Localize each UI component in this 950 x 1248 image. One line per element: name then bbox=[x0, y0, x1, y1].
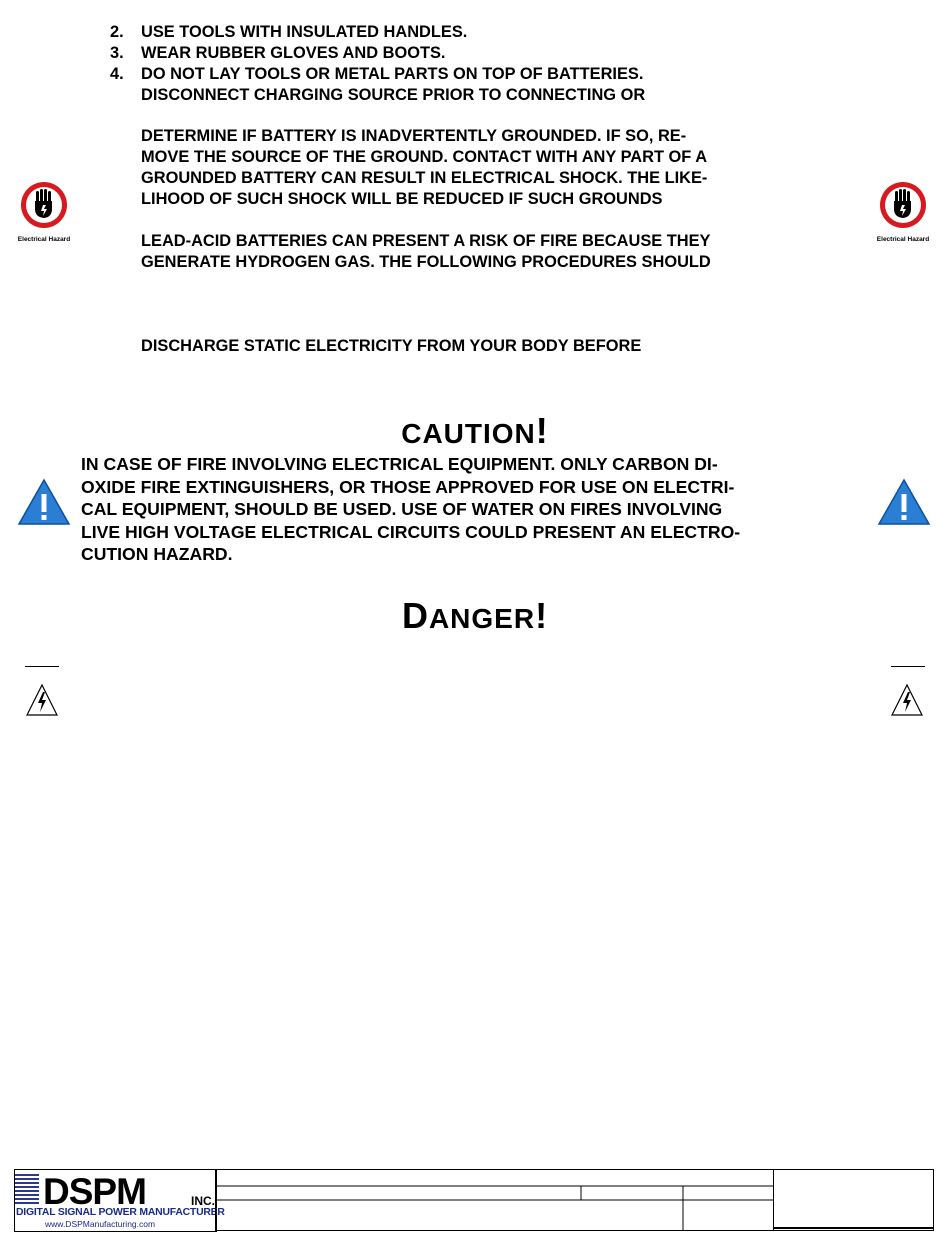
warning-triangle-icon bbox=[877, 478, 931, 526]
danger-heading bbox=[0, 595, 950, 637]
caution-heading bbox=[0, 410, 950, 452]
static-paragraph bbox=[141, 336, 641, 357]
electrical-hazard-hand-icon bbox=[16, 179, 72, 231]
logo-url: www.DSPManufacturing.com bbox=[45, 1219, 156, 1229]
list-item bbox=[110, 22, 467, 43]
warning-triangle-icon bbox=[17, 478, 71, 526]
list-text: WEAR RUBBER GLOVES AND BOOTS. bbox=[141, 44, 446, 62]
divider bbox=[891, 666, 925, 667]
caution-mark: ! bbox=[535, 410, 549, 451]
title-block-grid bbox=[215, 1169, 934, 1231]
company-logo bbox=[14, 1169, 225, 1232]
list-number: 4. bbox=[110, 65, 124, 83]
caution-line: IN CASE OF FIRE INVOLVING ELECTRICAL EQUIPMENT. ONLY CARBON DI- bbox=[81, 454, 718, 474]
danger-rest: ANGER bbox=[428, 603, 536, 634]
list-item bbox=[110, 64, 643, 85]
list-number: 3. bbox=[110, 44, 124, 62]
paragraph-line: DETERMINE IF BATTERY IS INADVERTENTLY GROUNDED. IF SO, RE- bbox=[141, 127, 687, 145]
electrical-hazard-left bbox=[16, 179, 72, 244]
divider bbox=[25, 666, 59, 667]
caution-line: OXIDE FIRE EXTINGUISHERS, OR THOSE APPROVED FOR USE ON ELECTRI- bbox=[81, 476, 735, 497]
paragraph-line: DISCHARGE STATIC ELECTRICITY FROM YOUR BODY BEFORE bbox=[141, 337, 642, 355]
list-text: USE TOOLS WITH INSULATED HANDLES. bbox=[141, 23, 468, 41]
high-voltage-triangle-icon bbox=[25, 683, 59, 717]
caution-body bbox=[81, 453, 740, 566]
lead-acid-paragraph bbox=[141, 231, 711, 273]
paragraph-line: GENERATE HYDROGEN GAS. THE FOLLOWING PROCEDURES SHOULD bbox=[141, 253, 711, 271]
paragraph-line: MOVE THE SOURCE OF THE GROUND. CONTACT WITH ANY PART OF A bbox=[141, 148, 708, 166]
caution-line: CAL EQUIPMENT, SHOULD BE USED. USE OF WATER ON FIRES INVOLVING bbox=[81, 499, 723, 520]
electrical-hazard-hand-icon bbox=[875, 179, 931, 231]
electrical-hazard-caption: Electrical Hazard bbox=[876, 236, 930, 243]
paragraph-line: DISCONNECT CHARGING SOURCE PRIOR TO CONNECTING OR bbox=[141, 86, 646, 104]
disconnect-paragraph bbox=[141, 85, 645, 106]
list-item bbox=[110, 43, 445, 64]
danger-first-letter: D bbox=[401, 595, 429, 636]
electrical-hazard-caption: Electrical Hazard bbox=[17, 236, 71, 243]
danger-mark: ! bbox=[535, 595, 549, 636]
caution-line: CUTION HAZARD. bbox=[81, 544, 233, 565]
paragraph-line: GROUNDED BATTERY CAN RESULT IN ELECTRICAL SHOCK. THE LIKE- bbox=[141, 169, 708, 187]
title-block bbox=[14, 1169, 934, 1231]
high-voltage-triangle-icon bbox=[890, 683, 924, 717]
list-text: DO NOT LAY TOOLS OR METAL PARTS ON TOP OF BATTERIES. bbox=[141, 65, 644, 83]
caution-title-text: CAUTION bbox=[401, 418, 536, 449]
logo-tagline: DIGITAL SIGNAL POWER MANUFACTURER bbox=[16, 1207, 225, 1218]
electrical-hazard-right bbox=[875, 179, 931, 244]
paragraph-line: LIHOOD OF SUCH SHOCK WILL BE REDUCED IF SUCH GROUNDS bbox=[141, 190, 663, 208]
caution-line: LIVE HIGH VOLTAGE ELECTRICAL CIRCUITS COULD PRESENT AN ELECTRO- bbox=[81, 521, 741, 542]
logo-inc: INC. bbox=[191, 1194, 215, 1208]
paragraph-line: LEAD-ACID BATTERIES CAN PRESENT A RISK OF FIRE BECAUSE THEY bbox=[141, 232, 711, 250]
list-number: 2. bbox=[110, 23, 124, 41]
logo-letters: DSPM bbox=[43, 1171, 146, 1212]
grounded-paragraph bbox=[141, 126, 707, 210]
